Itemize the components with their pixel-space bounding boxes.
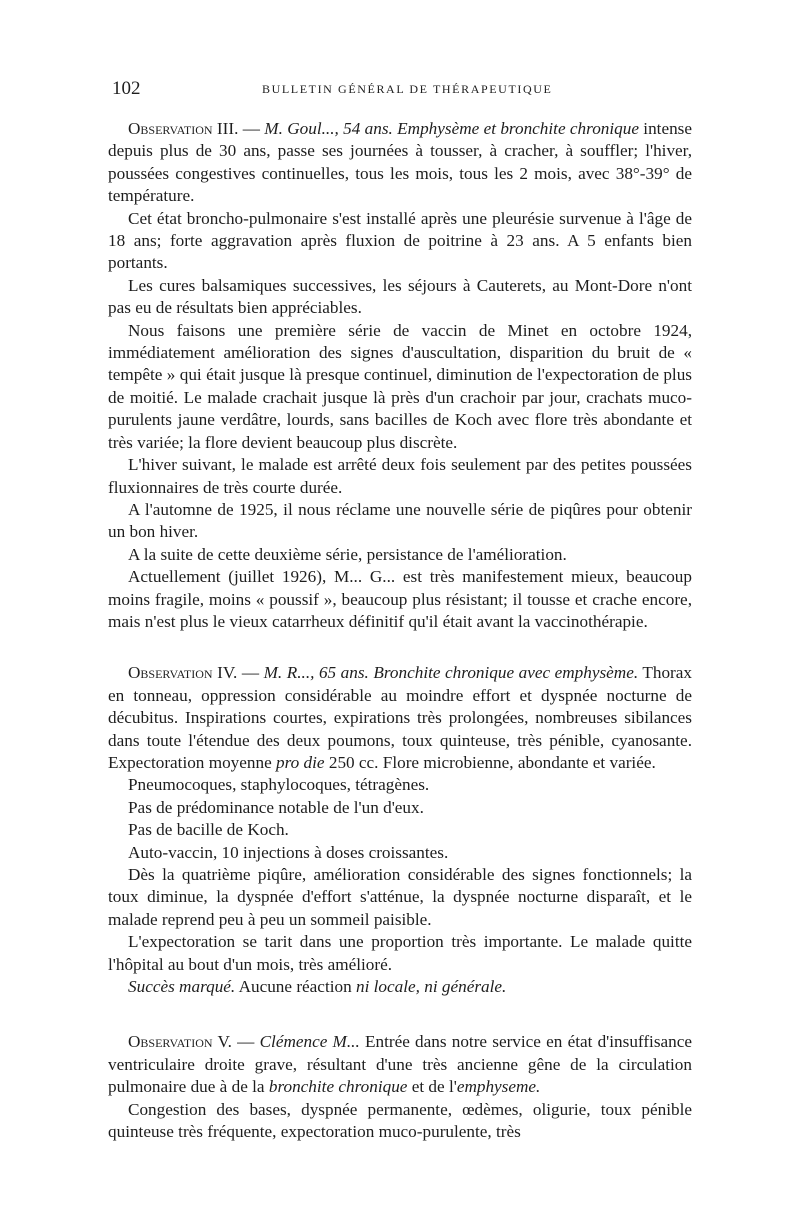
paragraph: L'hiver suivant, le malade est arrêté deux fois seulement par des petites poussées fluxionnaires de très courte durée. <box>108 455 692 497</box>
diagnosis: Emphysème et bronchite chronique <box>397 119 639 138</box>
paragraph: A la suite de cette deuxième série, persistance de l'amélioration. <box>128 544 567 564</box>
result-italic-2: ni locale, ni générale. <box>355 977 507 997</box>
observation-5-intro <box>108 1031 692 1098</box>
observation-3-intro <box>108 118 692 208</box>
page-number: 102 <box>112 78 141 99</box>
diagnosis-2: emphyseme. <box>456 1077 541 1097</box>
paragraph: Actuellement (juillet 1926), M... G... est très manifestement mieux, beaucoup moins fragile, moins « poussif », beaucoup plus résistant; il tousse et crache encore, mais n'est plus le vieux catarrheux définitif qu'il était avant la vaccinothérapie. <box>108 567 692 631</box>
heading-dash: — <box>238 119 265 138</box>
intro-text: intense depuis plus de 30 ans, passe ses journées à tousser, à cracher, à souffler; l'hiver, poussées congestives continuelles, tous les mois, tous les 2 mois, avec 38°-39° de température. <box>108 119 692 206</box>
heading-dash: — <box>231 1032 260 1052</box>
page-header <box>112 78 692 102</box>
result-text: Aucune réaction <box>235 977 356 997</box>
diagnosis: Bronchite chronique avec emphysème. <box>373 663 639 683</box>
paragraph: A l'automne de 1925, il nous réclame une nouvelle série de piqûres pour obtenir un bon hiver. <box>108 499 692 542</box>
observation-5 <box>108 1031 692 1143</box>
patient-name: M. Goul..., 54 ans. <box>264 119 393 138</box>
paragraph: Pas de prédominance notable de l'un d'eux. <box>128 797 424 817</box>
running-title: BULLETIN GÉNÉRAL DE THÉRAPEUTIQUE <box>262 82 553 96</box>
paragraph: Dès la quatrième piqûre, amélioration considérable des signes fonctionnels; la toux diminue, la dyspnée d'effort s'atténue, la dyspnée nocturne disparaît, et le malade reprend peu à peu un sommeil paisible. <box>108 865 692 929</box>
intro-text: Thorax en tonneau, oppression considérable au moindre effort et dyspnée nocturne de décubitus. Inspirations courtes, expirations très prolongées, nombreuses sibilances dans toute l'étendue des deux poumons, toux quinteuse, très pénible, cyanosante. Expectoration moyenne <box>108 663 693 772</box>
page-body <box>108 118 692 1143</box>
pro-die: pro die <box>276 752 325 772</box>
observation-heading: Observation III. <box>128 119 239 138</box>
patient-name: Clémence M... <box>259 1032 360 1052</box>
patient-name: M. R..., 65 ans. <box>263 663 369 683</box>
intro-text-2: et de l' <box>407 1077 457 1097</box>
paragraph: Auto-vaccin, 10 injections à doses croissantes. <box>128 842 449 862</box>
observation-4-intro <box>108 662 692 774</box>
result-paragraph <box>108 976 692 998</box>
intro-text-end: 250 cc. Flore microbienne, abondante et variée. <box>324 752 656 772</box>
paragraph: Nous faisons une première série de vaccin de Minet en octobre 1924, immédiatement amélioration des signes d'auscultation, disparition du bruit de « tempête » qui était jusque là presque continuel, diminution de l'expectoration de plus de moitié. Le malade crachait jusque là près d'un crachoir par jour, crachats muco-purulents jaune verdâtre, lourds, sans bacilles de Koch avec flore très abondante et très variée; la flore devient beaucoup plus discrète. <box>108 320 692 452</box>
intro-text: Entrée dans notre service en état d'insuffisance ventriculaire droite grave, résultant d'une très ancienne gêne de la circulation pulmonaire due à de la <box>108 1032 693 1097</box>
paragraph: Cet état broncho-pulmonaire s'est installé après une pleurésie survenue à l'âge de 18 ans; forte aggravation après fluxion de poitrine à 23 ans. A 5 enfants bien portants. <box>108 208 692 273</box>
observation-4 <box>108 662 692 998</box>
observation-heading: Observation V. <box>128 1032 232 1052</box>
paragraph: Pas de bacille de Koch. <box>128 820 289 840</box>
result-italic: Succès marqué. <box>128 977 236 997</box>
paragraph: L'expectoration se tarit dans une proportion très importante. Le malade quitte l'hôpital au bout d'un mois, très amélioré. <box>108 932 692 974</box>
observation-3 <box>108 118 692 633</box>
paragraph: Pneumocoques, staphylocoques, tétragènes. <box>128 775 430 795</box>
observation-heading: Observation IV. <box>128 663 238 683</box>
diagnosis: bronchite chronique <box>268 1077 408 1097</box>
paragraph: Congestion des bases, dyspnée permanente, œdèmes, oligurie, toux pénible quinteuse très fréquente, expectoration muco-purulente, très <box>108 1099 692 1142</box>
heading-dash: — <box>237 663 264 683</box>
paragraph: Les cures balsamiques successives, les séjours à Cauterets, au Mont-Dore n'ont pas eu de résultats bien appréciables. <box>108 275 692 318</box>
